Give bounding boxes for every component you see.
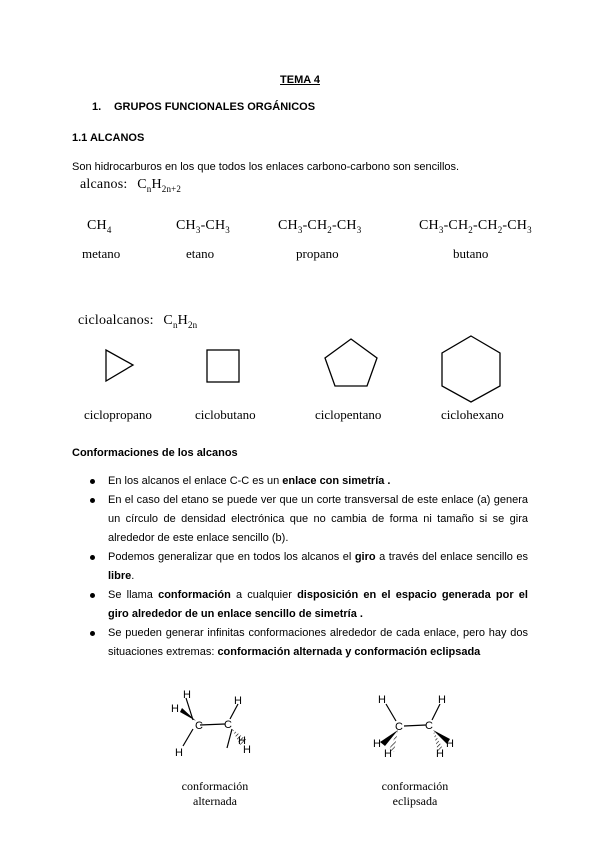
atom-carbon: C [224,719,232,731]
list-item: En el caso del etano se puede ver que un corte transversal de este enlace (a) genera un círculo de densidad electrónica que no cambia de forma ni tamaño si se gira alrededor de este enlace sencillo (b). [72,491,528,548]
methane-formula: $CH_4$ [87,218,112,235]
list-item: En los alcanos el enlace C-C es un enlace con simetría . [72,472,528,491]
atom-carbon: C [395,721,403,733]
atom-hydrogen: H [438,694,446,706]
section-title: GRUPOS FUNCIONALES ORGÁNICOS [114,101,316,113]
list-item: Se llama conformación a cualquier disposición en el espacio generada por el giro alrededor de un enlace sencillo de simetría . [72,586,528,624]
alkanes-general-formula: alcanos: $C_nH_{2n+2}$ [80,177,182,194]
staggered-label: conformación alternada [181,779,249,808]
atom-hydrogen: H [378,694,386,706]
propane-formula: $CH_3-CH_2-CH_3$ [278,218,362,235]
butane-name: butano [453,246,489,261]
list-item: Podemos generalizar que en todos los alcanos el giro a través del enlace sencillo es libre. [72,548,528,586]
page-title: TEMA 4 [280,74,320,86]
cycloalkanes-label: cicloalcanos: [78,313,154,328]
alkanes-label: alcanos: [80,177,128,192]
ethane-formula: $CH_3-CH_3$ [176,218,230,235]
intro-paragraph: Son hidrocarburos en los que todos los enlaces carbono-carbono son sencillos. [72,161,460,173]
atom-hydrogen: H [171,703,179,715]
section-number: 1. [92,101,102,113]
staggered-conformation [171,689,251,759]
atom-hydrogen: H [446,738,454,750]
atom-hydrogen: H [183,689,191,701]
list-item: Se pueden generar infinitas conformaciones alrededor de cada enlace, pero hay dos situaciones extremas: conformación alternada y conformación eclipsada [72,624,528,662]
conformations-heading: Conformaciones de los alcanos [72,447,238,459]
eclipsed-conformation [373,694,454,760]
atom-hydrogen: H [373,738,381,750]
atom-carbon: C [195,720,203,732]
atom-hydrogen: H [234,695,242,707]
atom-hydrogen: H [384,748,392,760]
atom-carbon: C [425,720,433,732]
atom-hydrogen: H [243,744,251,756]
subsection-heading: 1.1 ALCANOS [72,132,145,144]
cyclopropane-name: ciclopropano [84,407,152,422]
cycloalkanes-general-formula: cicloalcanos: $C_nH_{2n}$ [78,313,198,330]
eclipsed-label: conformación eclipsada [381,779,449,808]
atom-hydrogen: H [238,735,246,747]
atom-hydrogen: H [175,747,183,759]
cyclohexane-name: ciclohexano [441,407,504,422]
cyclopentane-name: ciclopentano [315,407,382,422]
butane-formula: $CH_3-CH_2-CH_2-CH_3$ [419,218,532,235]
propane-name: propano [296,246,339,261]
atom-hydrogen: H [436,748,444,760]
methane-name: metano [82,246,121,261]
cyclobutane-name: ciclobutano [195,407,256,422]
ethane-name: etano [186,246,215,261]
